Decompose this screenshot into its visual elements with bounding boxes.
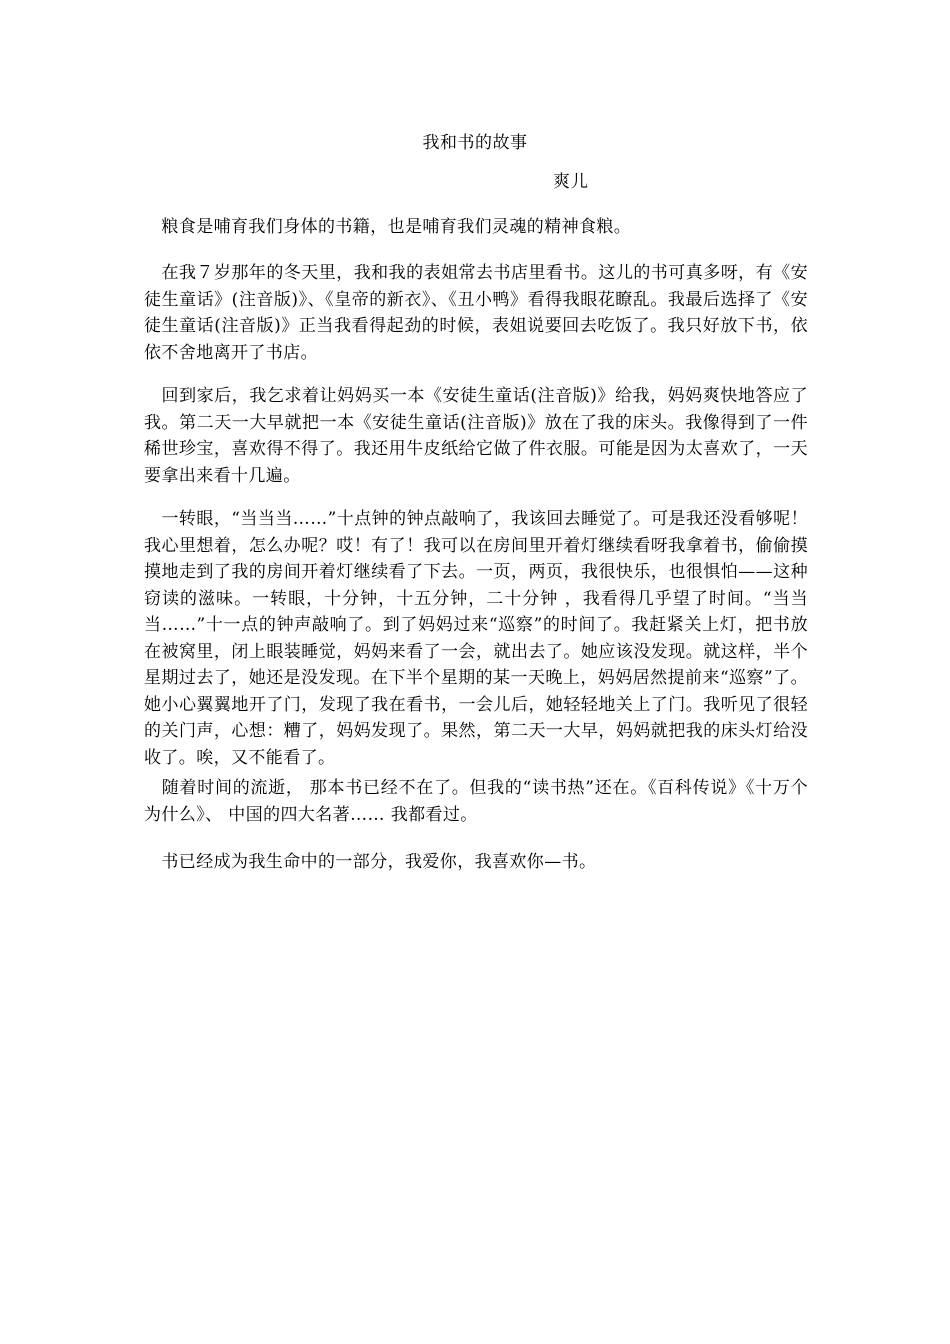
document-author: 爽儿 [553,172,589,192]
paragraph-6: 书已经成为我生命中的一部分，我爱你，我喜欢你—书。 [144,852,597,872]
paragraph-2: 在我７岁那年的冬天里，我和我的表姐常去书店里看书。这儿的书可真多呀，有《安徒生童话》(注音版)》、《皇帝的新衣》、《丑小鸭》看得我眼花瞭乱。我最后选择了《安徒生童话(注音版)》正当我看得起劲的时候，表姐说要回去吃饭了。我只好放下书，依依不舍地离开了书店。 [144,263,808,363]
paragraph-4: 一转眼，“当当当……”十点钟的钟点敲响了，我该回去睡觉了。可是我还没看够呢！我心里想着，怎么办呢？哎！有了！我可以在房间里开着灯继续看呀我拿着书，偷偷摸摸地走到了我的房间开着灯继续看了下去。一页，两页，我很快乐，也很惧怕——这种窃读的滋味。一转眼，十分钟，十五分钟，二十分钟 ，我看得几乎望了时间。“当当当……”十一点的钟声敲响了。到了妈妈过来“巡察”的时间了。我赶紧关上灯，把书放在被窝里，闭上眼装睡觉，妈妈来看了一会，就出去了。她应该没发现。就这样，半个星期过去了，她还是没发现。在下半个星期的某一天晚上，妈妈居然提前来“巡察”了。她小心翼翼地开了门，发现了我在看书，一会儿后，她轻轻地关上了门。我听见了很轻的关门声，心想：糟了，妈妈发现了。果然，第二天一大早，妈妈就把我的床头灯给没收了。唉，又不能看了。 [144,509,808,768]
paragraph-1: 粮食是哺育我们身体的书籍，也是哺育我们灵魂的精神食粮。 [144,217,632,237]
document-title: 我和书的故事 [422,133,528,153]
paragraph-5: 随着时间的流逝， 那本书已经不在了。但我的“读书热”还在。《百科传说》《十万个为什么》、 中国的四大名著…… 我都看过。 [144,778,808,825]
paragraph-3: 回到家后，我乞求着让妈妈买一本《安徒生童话(注音版)》给我，妈妈爽快地答应了我。第二天一大早就把一本《安徒生童话(注音版)》放在了我的床头。我像得到了一件稀世珍宝，喜欢得不得了。我还用牛皮纸给它做了件衣服。可能是因为太喜欢了，一天要拿出来看十几遍。 [144,386,808,486]
